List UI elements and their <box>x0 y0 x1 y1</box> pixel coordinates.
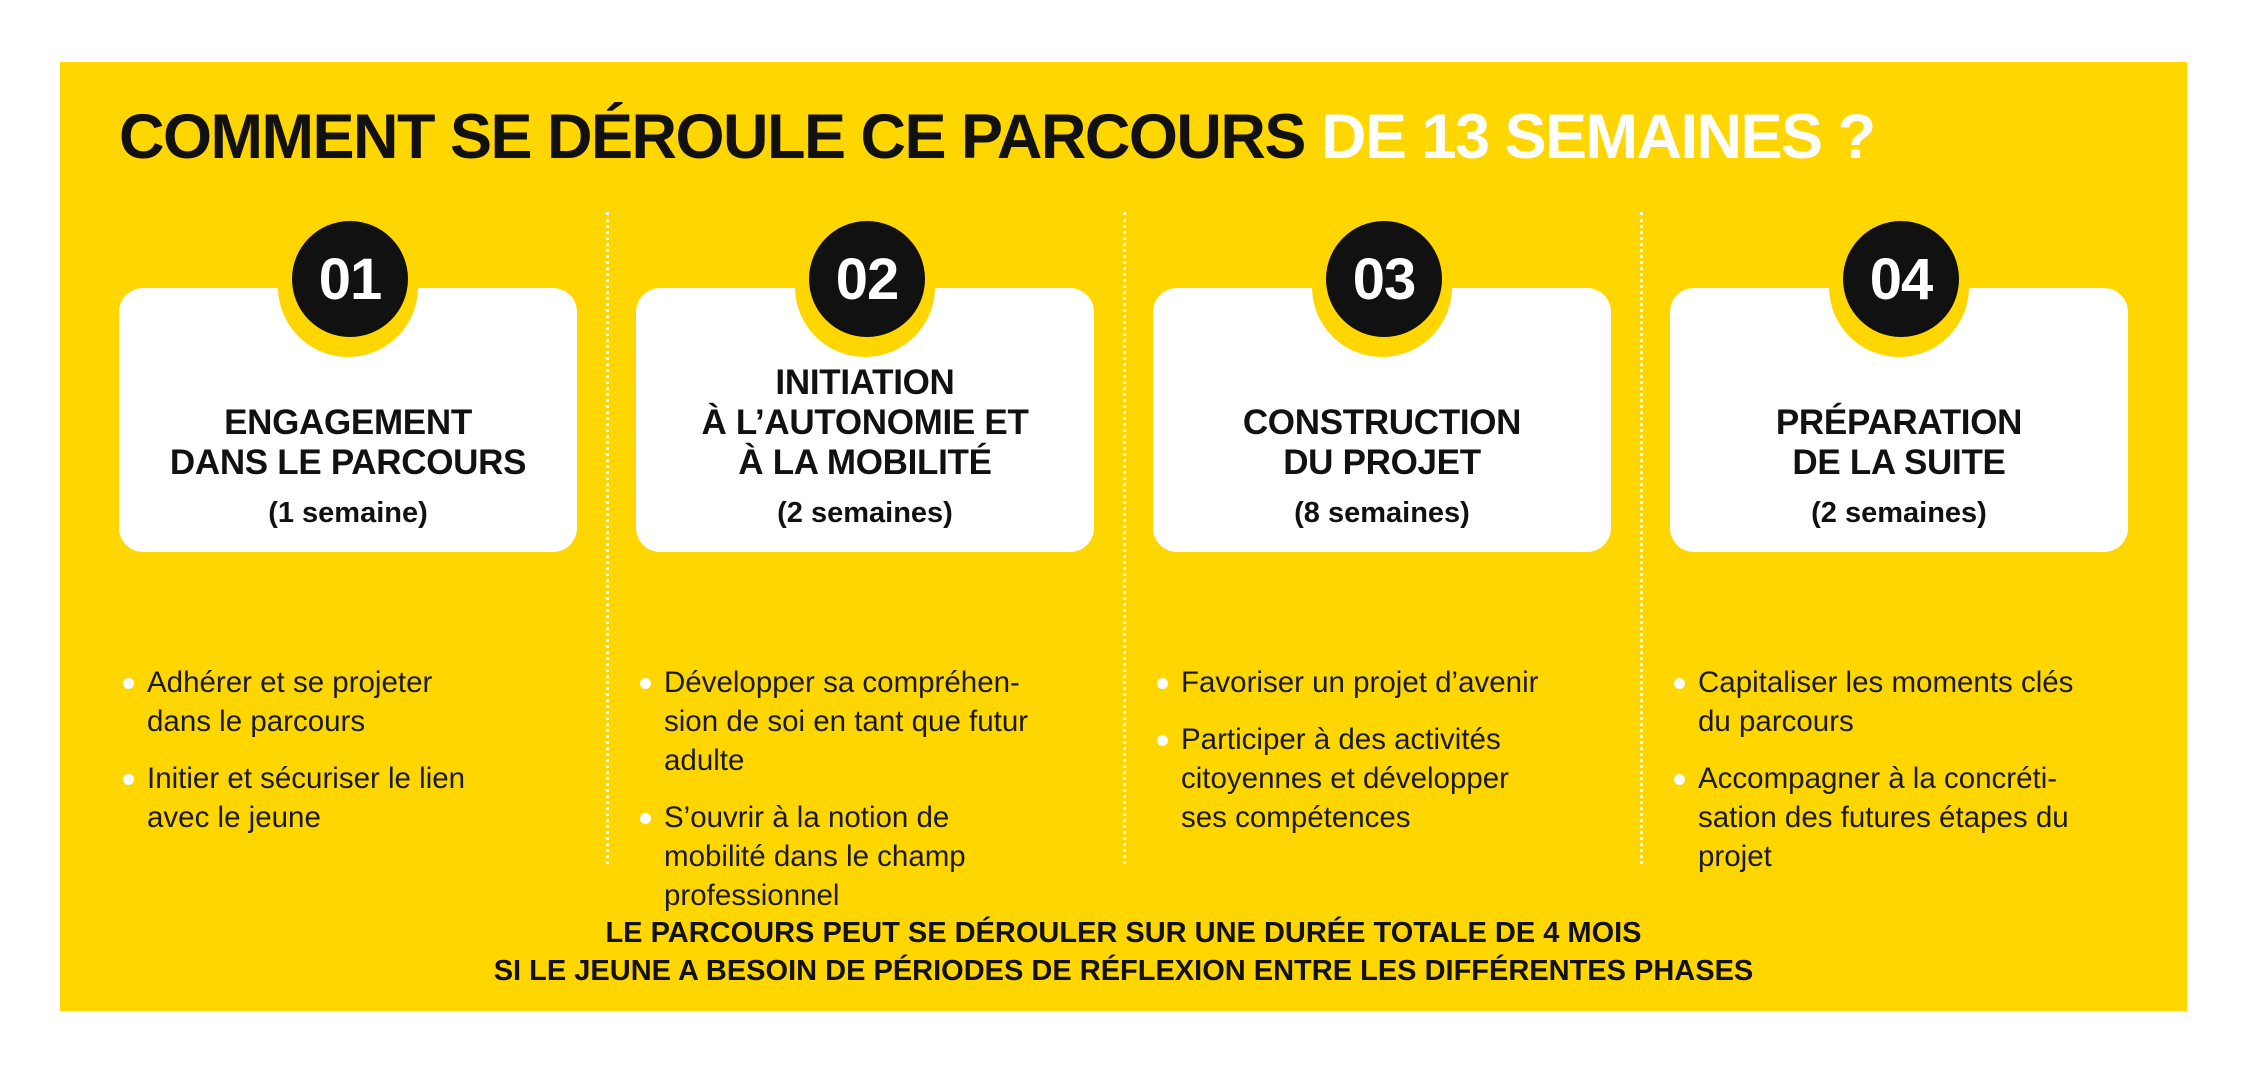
column-divider <box>606 212 609 864</box>
title-main: COMMENT SE DÉROULE CE PARCOURS <box>119 102 1305 172</box>
step-number: 01 <box>292 221 408 337</box>
list-item: Initier et sécuriser le lien avec le jeune <box>119 759 589 837</box>
step-number: 04 <box>1843 221 1959 337</box>
step-number-badge <box>795 217 935 357</box>
footer-line-2: SI LE JEUNE A BESOIN DE PÉRIODES DE RÉFLEXION ENTRE LES DIFFÉRENTES PHASES <box>493 955 1754 987</box>
footer-line-1: LE PARCOURS PEUT SE DÉROULER SUR UNE DURÉE TOTALE DE 4 MOIS <box>605 917 1642 949</box>
list-item: Adhérer et se projeter dans le parcours <box>119 663 589 741</box>
bullet-dot-icon <box>640 813 651 824</box>
step-duration: (1 semaine) <box>268 497 428 529</box>
step-objectives <box>119 663 589 855</box>
list-item: Participer à des activités citoyennes et développer ses compétences <box>1153 720 1623 837</box>
step-objectives <box>1670 663 2140 894</box>
column-divider <box>1640 212 1643 864</box>
bullet-dot-icon <box>640 678 651 689</box>
footer-note <box>60 914 2187 990</box>
list-item: Développer sa compréhen- sion de soi en tant que futur adulte <box>636 663 1106 780</box>
step-title: PRÉPARATION DE LA SUITE <box>1775 403 2023 482</box>
column-divider <box>1123 212 1126 864</box>
bullet-dot-icon <box>1157 678 1168 689</box>
title-highlight: DE 13 SEMAINES ? <box>1320 102 1875 172</box>
step-duration: (8 semaines) <box>1294 497 1470 529</box>
page-title <box>119 102 1875 172</box>
list-item: Accompagner à la concréti- sation des futures étapes du projet <box>1670 759 2140 876</box>
step-number-badge <box>278 217 418 357</box>
bullet-dot-icon <box>1157 735 1168 746</box>
bullet-dot-icon <box>1674 774 1685 785</box>
step-duration: (2 semaines) <box>1811 497 1987 529</box>
list-item: S’ouvrir à la notion de mobilité dans le champ professionnel <box>636 798 1106 915</box>
infographic-panel <box>60 62 2187 1011</box>
step-number: 03 <box>1326 221 1442 337</box>
step-title: INITIATION À L’AUTONOMIE ET À LA MOBILITÉ <box>701 363 1029 482</box>
list-item: Favoriser un projet d’avenir <box>1153 663 1623 702</box>
step-title: ENGAGEMENT DANS LE PARCOURS <box>169 403 527 482</box>
step-number-badge <box>1829 217 1969 357</box>
step-objectives <box>1153 663 1623 855</box>
step-title: CONSTRUCTION DU PROJET <box>1242 403 1522 482</box>
step-number: 02 <box>809 221 925 337</box>
step-objectives <box>636 663 1106 933</box>
bullet-dot-icon <box>1674 678 1685 689</box>
bullet-dot-icon <box>123 774 134 785</box>
list-item: Capitaliser les moments clés du parcours <box>1670 663 2140 741</box>
step-number-badge <box>1312 217 1452 357</box>
bullet-dot-icon <box>123 678 134 689</box>
step-duration: (2 semaines) <box>777 497 953 529</box>
